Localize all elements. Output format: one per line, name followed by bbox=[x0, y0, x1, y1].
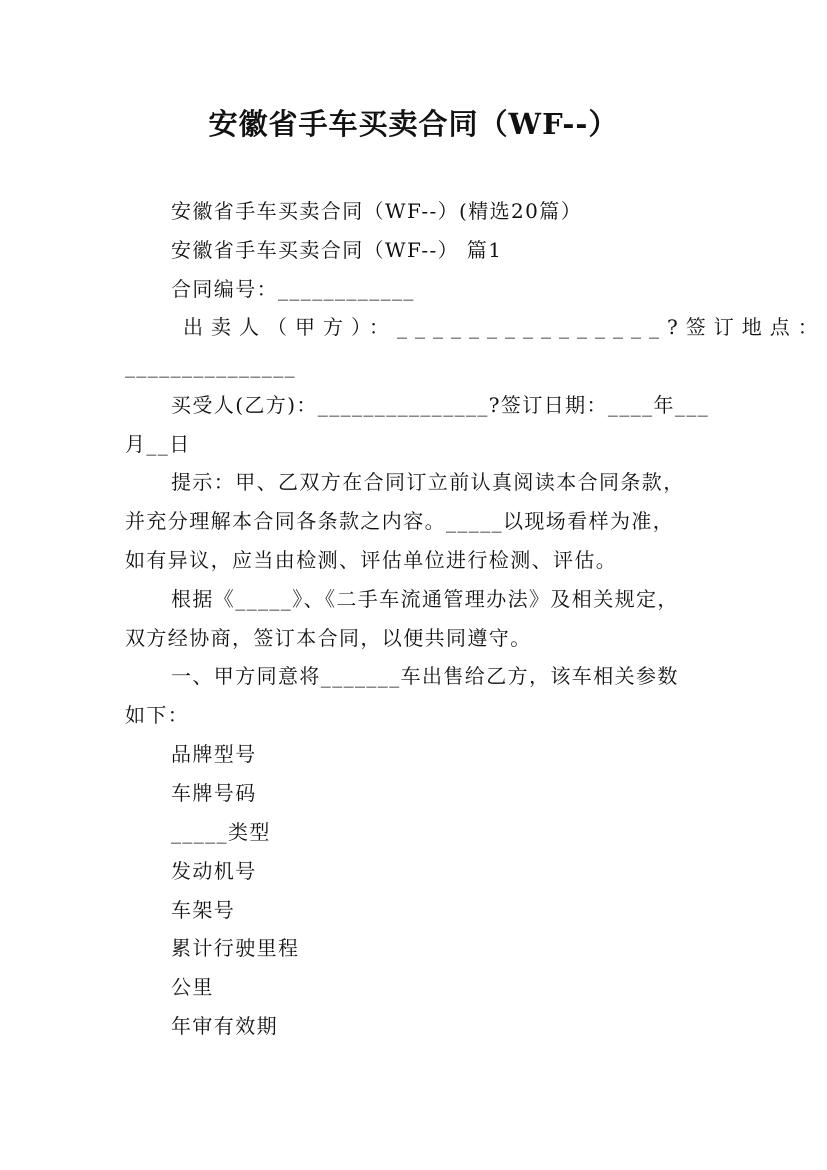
notice-line-3: 如有异议，应当由检测、评估单位进行检测、评估。 bbox=[125, 548, 618, 572]
basis-line-2: 双方经协商，签订本合同，以便共同遵守。 bbox=[125, 626, 532, 650]
subtitle-line: 安徽省手车买卖合同（WF--）(精选20篇） bbox=[171, 199, 583, 223]
clause-one-line-1: 一、甲方同意将_______车出售给乙方，该车相关参数 bbox=[171, 664, 679, 688]
seller-line: 出卖人（甲方）：_______________?签订地点： bbox=[183, 315, 826, 339]
section-heading: 安徽省手车买卖合同（WF--） 篇1 bbox=[171, 238, 503, 262]
document-title: 安徽省手车买卖合同（WF--） bbox=[208, 107, 619, 141]
basis-line-1: 根据《_____》、《二手车流通管理办法》及相关规定， bbox=[171, 587, 679, 611]
signing-date-line: 月__日 bbox=[125, 432, 191, 456]
clause-one-line-2: 如下： bbox=[125, 703, 190, 727]
notice-line-1: 提示：甲、乙双方在合同订立前认真阅读本合同条款， bbox=[171, 470, 685, 494]
notice-line-2: 并充分理解本合同各条款之内容。_____以现场看样为准， bbox=[125, 509, 675, 533]
param-mileage: 累计行驶里程 bbox=[171, 936, 300, 960]
signing-place-blank: _______________ bbox=[125, 354, 296, 378]
param-inspection-validity: 年审有效期 bbox=[171, 1014, 278, 1038]
param-km-unit: 公里 bbox=[171, 975, 214, 999]
param-engine-number: 发动机号 bbox=[171, 859, 257, 883]
buyer-line: 买受人(乙方)：_______________?签订日期：____年___ bbox=[171, 393, 710, 417]
param-frame-number: 车架号 bbox=[171, 898, 236, 922]
param-plate-number: 车牌号码 bbox=[171, 781, 257, 805]
param-type: _____类型 bbox=[171, 820, 271, 844]
contract-number-line: 合同编号：____________ bbox=[171, 277, 415, 301]
param-brand-model: 品牌型号 bbox=[171, 742, 257, 766]
